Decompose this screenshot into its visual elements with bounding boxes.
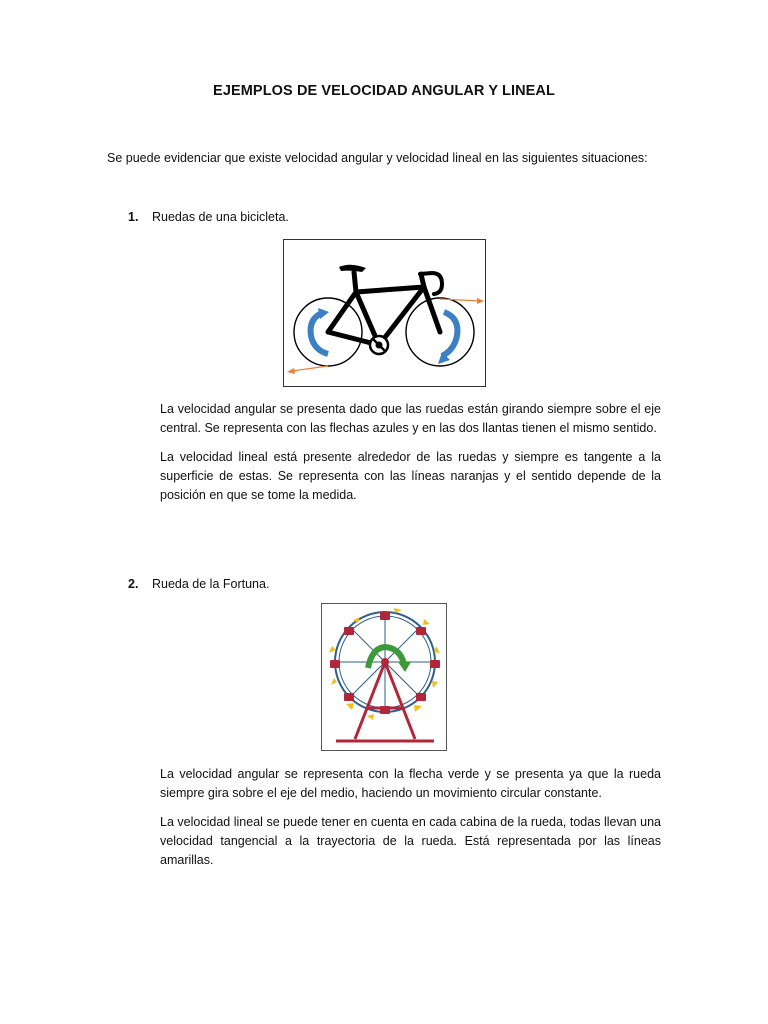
section-1-title: Ruedas de una bicicleta. — [152, 210, 289, 224]
front-angular-arrow — [442, 312, 457, 356]
section-2-paragraph-2: La velocidad lineal se puede tener en cuenta en cada cabina de la rueda, todas llevan una velocidad tangencial a la trayectoria de la rueda. Está representada por las líneas amarillas. — [160, 815, 661, 867]
section-2-title: Rueda de la Fortuna. — [152, 577, 270, 591]
section-1-paragraph-2: La velocidad lineal está presente alrededor de las ruedas y siempre es tangente a la superficie de estas. Se representa con las líneas naranjas y el sentido depende de la posición en que se tome la medida. — [160, 450, 661, 502]
section-1-paragraph-1: La velocidad angular se presenta dado que las ruedas están girando siempre sobre el eje central. Se representa con las flechas azules y en las dos llantas tienen el mismo sentido. — [160, 402, 661, 435]
intro-text: Se puede evidenciar que existe velocidad angular y velocidad lineal en las siguientes situaciones: — [107, 151, 648, 165]
front-linear-arrowhead-icon — [477, 298, 484, 304]
section-2-heading — [128, 577, 269, 591]
bicycle-illustration — [284, 240, 485, 386]
rear-linear-line — [292, 366, 328, 371]
section-2-paragraph-1: La velocidad angular se representa con la flecha verde y se presenta ya que la rueda siempre gira sobre el eje del medio, haciendo un movimiento circular constante. — [160, 767, 661, 800]
ferris-hub — [381, 658, 389, 666]
section-1-number: 1. — [128, 210, 139, 224]
front-linear-line — [440, 299, 480, 301]
rear-angular-arrow — [311, 312, 328, 354]
section-2-number: 2. — [128, 577, 139, 591]
rear-linear-arrowhead-icon — [287, 368, 295, 374]
bicycle-crank — [370, 336, 388, 354]
bicycle-frame — [328, 272, 440, 345]
ferris-arrow-head-icon — [398, 662, 411, 672]
bicycle-figure — [283, 239, 486, 387]
ferris-wheel-figure — [321, 603, 447, 751]
section-1-heading — [128, 210, 289, 224]
page-title: EJEMPLOS DE VELOCIDAD ANGULAR Y LINEAL — [213, 83, 555, 99]
ferris-wheel-illustration — [322, 604, 446, 750]
